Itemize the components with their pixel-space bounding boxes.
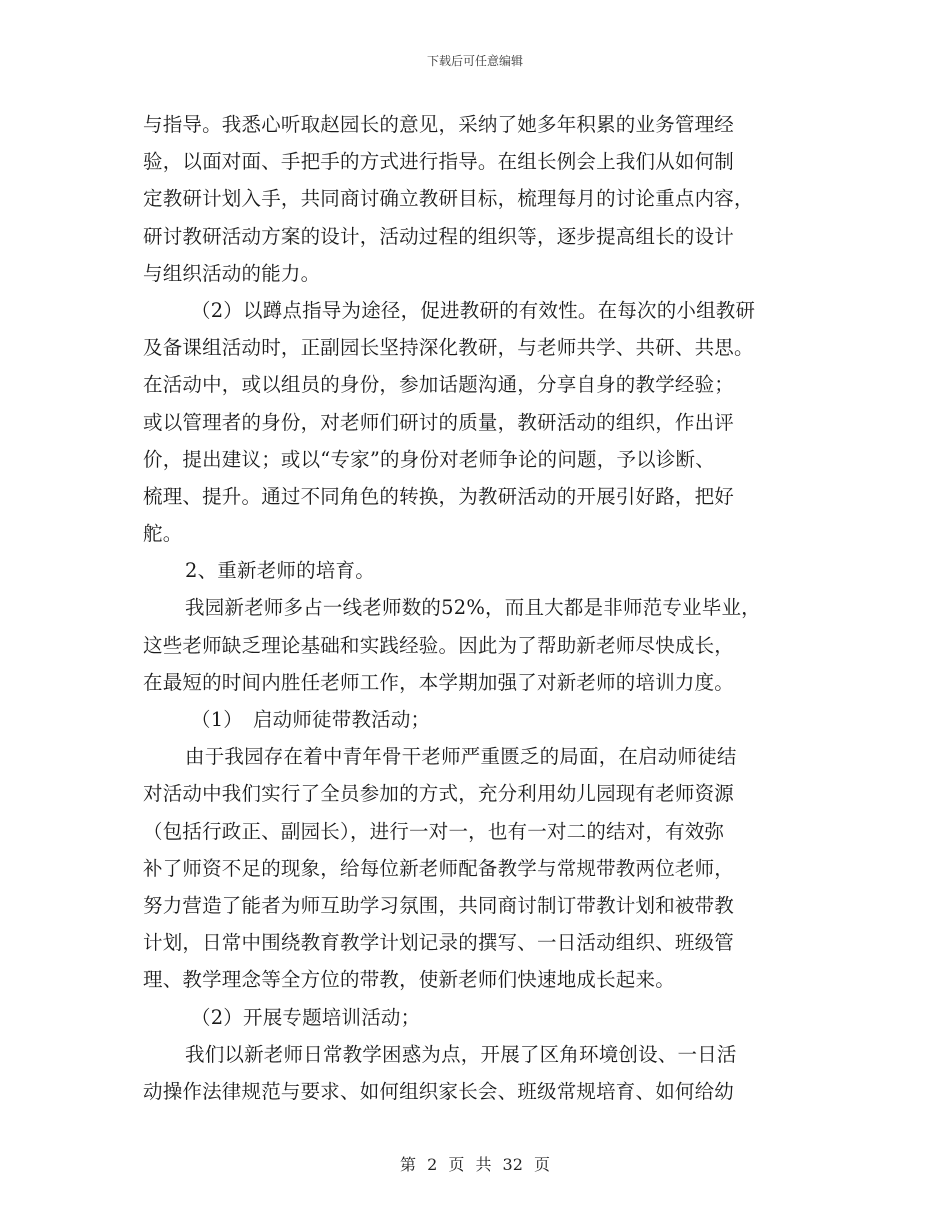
body-text-line: 努力营造了能者为师互助学习氛围，共同商讨制订带教计划和被带教 [143,893,735,917]
body-text-line: 理、教学理念等全方位的带教，使新老师们快速地成长起来。 [143,968,675,992]
document-body [143,106,813,1110]
body-text-line: 我们以新老师日常教学困惑为点，开展了区角环境创设、一日活 [185,1042,737,1066]
body-text-line: 与指导。我悉心听取赵园长的意见，采纳了她多年积累的业务管理经 [143,113,735,136]
body-text-line: 2、重新老师的培育。 [185,559,375,583]
body-text-line: 舵。 [143,522,183,546]
body-text-line: 补了师资不足的现象，给每位新老师配备教学与常规带教两位老师， [143,856,735,880]
body-text-line: 或以管理者的身份，对老师们研讨的质量，教研活动的组织，作出评 [143,410,735,434]
body-text-line: 及备课组活动时，正副园长坚持深化教研，与老师共学、共研、共思。 [143,336,754,360]
body-text-line: 对活动中我们实行了全员参加的方式，充分利用幼儿园现有老师资源 [143,782,735,806]
body-text-line: 梳理、提升。通过不同角色的转换，为教研活动的开展引好路，把好 [143,484,735,508]
body-text-line: 价，提出建议；或以“专家”的身份对老师争论的问题，予以诊断、 [143,447,715,471]
body-text-line: 验，以面对面、手把手的方式进行指导。在组长例会上我们从如何制 [143,150,735,174]
body-text-line: 与组织活动的能力。 [143,261,321,285]
body-text-line: 我园新老师多占一线老师数的52%，而且大都是非师范专业毕业， [185,596,761,620]
body-text-line: 这些老师缺乏理论基础和实践经验。因此为了帮助新老师尽快成长， [143,633,735,657]
body-text-line: 定教研计划入手，共同商讨确立教研目标，梳理每月的讨论重点内容， [143,187,754,211]
body-text-line: （包括行政正、副园长），进行一对一，也有一对二的结对，有效弥 [143,819,725,843]
body-text-line: 计划，日常中围绕教育教学计划记录的撰写、一日活动组织、班级管 [143,931,735,955]
body-text-line: 动操作法律规范与要求、如何组织家长会、班级常规培育、如何给幼 [143,1079,735,1103]
body-text-line: （1） 启动师徒带教活动； [191,708,431,731]
body-text-line: 在最短的时间内胜任老师工作，本学期加强了对新老师的培训力度。 [143,670,735,694]
page-number-footer: 第 2 页 共 32 页 [400,1155,550,1174]
body-text-line: （2）以蹲点指导为途径，促进教研的有效性。在每次的小组教研 [191,298,756,322]
body-text-line: （2）开展专题培训活动； [191,1005,421,1029]
body-text-line: 在活动中，或以组员的身份，参加话题沟通，分享自身的教学经验； [143,373,735,397]
body-text-line: 研讨教研活动方案的设计，活动过程的组织等，逐步提高组长的设计 [143,224,735,248]
page-header: 下载后可任意编辑 [426,54,523,68]
body-text-line: 由于我园存在着中青年骨干老师严重匮乏的局面，在启动师徒结 [185,745,737,769]
